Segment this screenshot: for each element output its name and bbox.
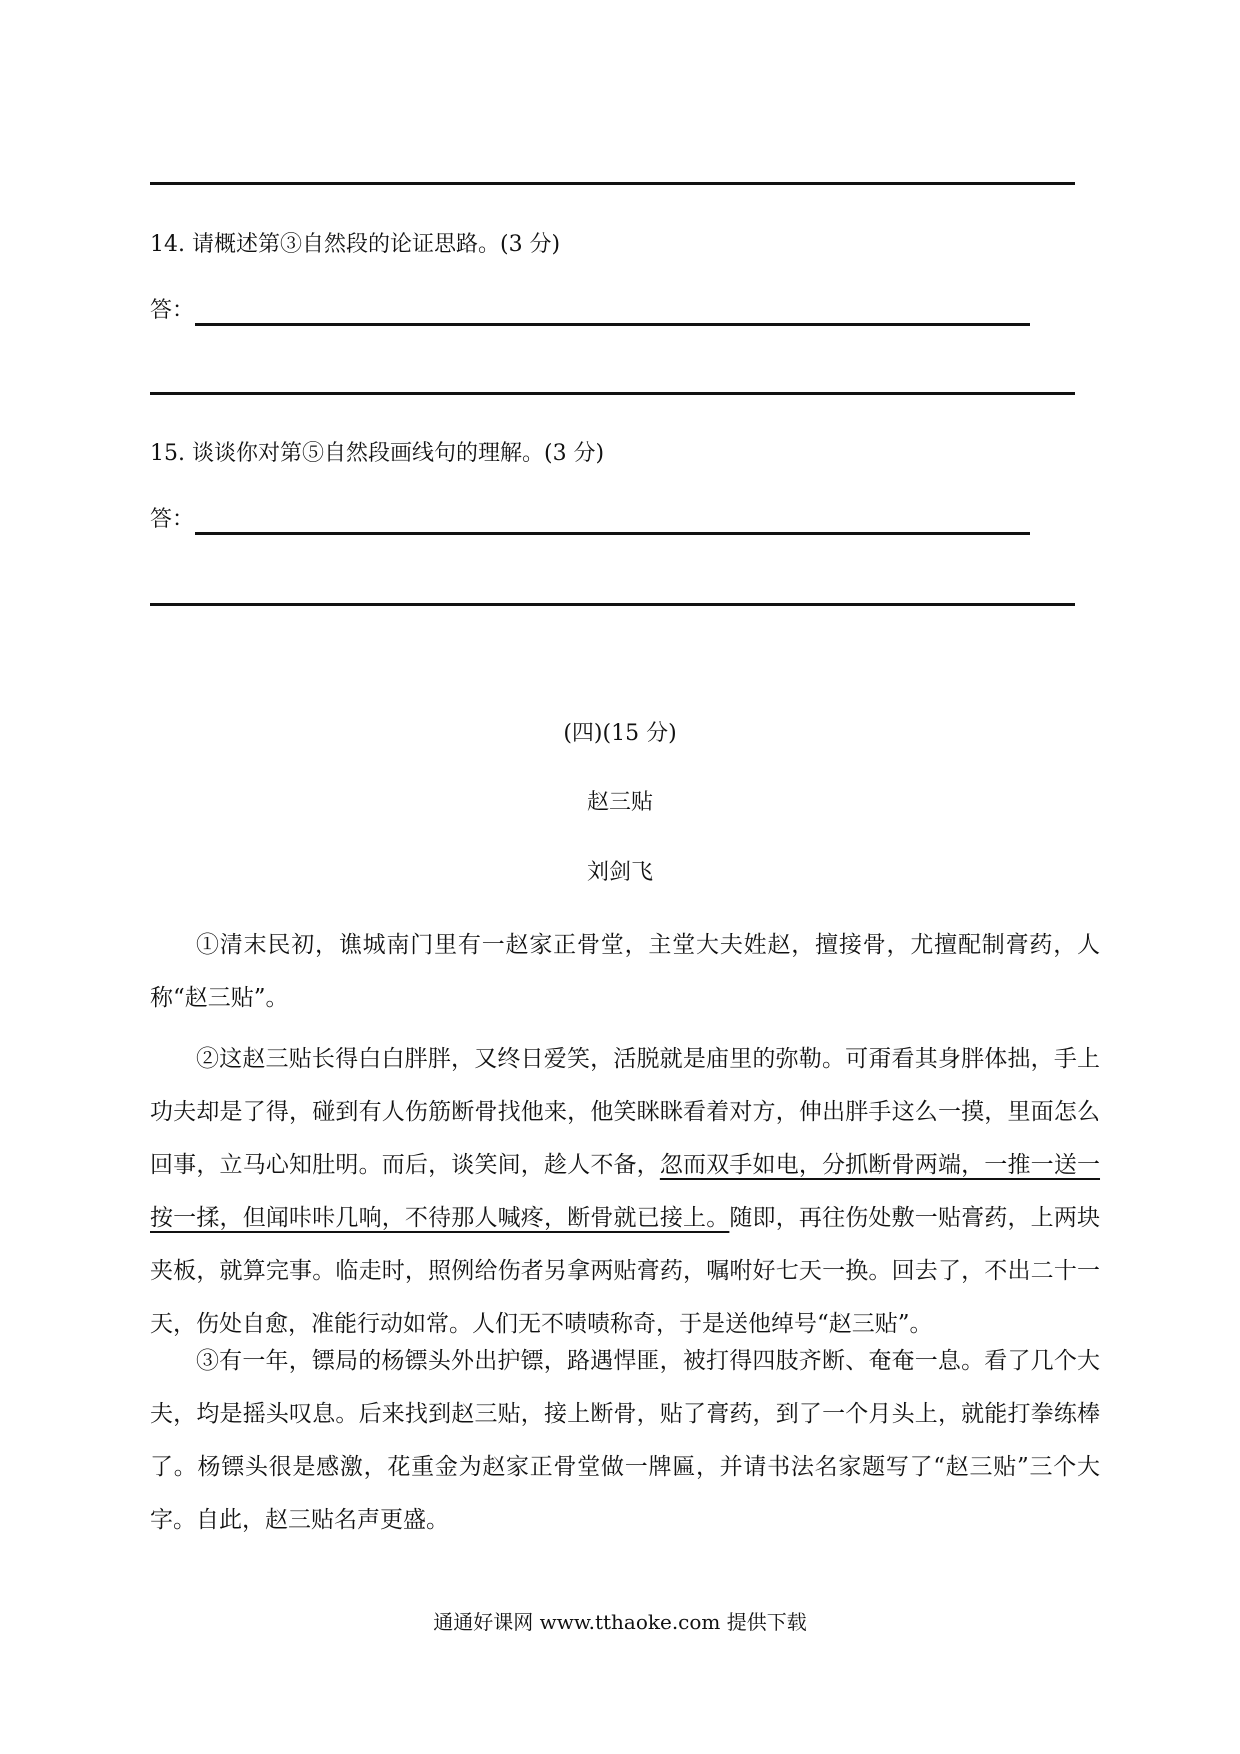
answer-line-top [150,182,1075,185]
answer-row-14[interactable] [150,286,1030,326]
paragraph-2-text-b: 随即，再往伤处敷一贴膏药，上两块夹板，就算完事。临走时，照例给伤者另拿两贴膏药，嘱咐好七天一换。回去了，不出二十一天，伤处自愈，准能行动如常。人们无不啧啧称奇，于是送他绰号“赵三贴”。 [150,1205,1101,1337]
question-14: 14. 请概述第③自然段的论证思路。(3 分) [150,232,561,257]
paragraph-2-underlined-sentence: 忽而双手如电，分抓断骨两端，一推一送一按一揉，但闻咔咔几响，不待那人喊疼，断骨就已接上。 [150,1152,1101,1231]
answer-label-15: 答： [150,507,195,532]
answer-label-14: 答： [150,298,195,323]
answer-line-14a [195,323,1030,326]
paragraph-1: ①清末民初，谯城南门里有一赵家正骨堂，主堂大夫姓赵，擅接骨，尤擅配制膏药，人称“赵三贴”。 [150,932,1100,1011]
question-15: 15. 谈谈你对第⑤自然段画线句的理解。(3 分) [150,441,605,466]
section-heading: (四)(15 分) [563,721,677,746]
answer-line-15b[interactable] [150,603,1075,606]
answer-line-15a [195,532,1030,535]
paragraph-2 [150,1033,1100,1351]
answer-line-14b[interactable] [150,392,1075,395]
paragraph-2-text-a: ②这赵三贴长得白白胖胖，又终日爱笑，活脱就是庙里的弥勒。可甭看其身胖体拙，手上功夫却是了得，碰到有人伤筋断骨找他来，他笑眯眯看着对方，伸出胖手这么一摸，里面怎么回事，立马心知肚明。而后，谈笑间，趁人不备， [150,1046,1100,1178]
footer-source: 通通好课网 www.tthaoke.com 提供下载 [433,1610,807,1634]
answer-row-15[interactable] [150,495,1030,535]
article-title: 赵三贴 [586,790,653,815]
article-author: 刘剑飞 [586,860,653,885]
paragraph-3: ③有一年，镖局的杨镖头外出护镖，路遇悍匪，被打得四肢齐断、奄奄一息。看了几个大夫，均是摇头叹息。后来找到赵三贴，接上断骨，贴了膏药，到了一个月头上，就能打拳练棒了。杨镖头很是感激，花重金为赵家正骨堂做一牌匾，并请书法名家题写了“赵三贴”三个大字。自此，赵三贴名声更盛。 [150,1348,1100,1533]
